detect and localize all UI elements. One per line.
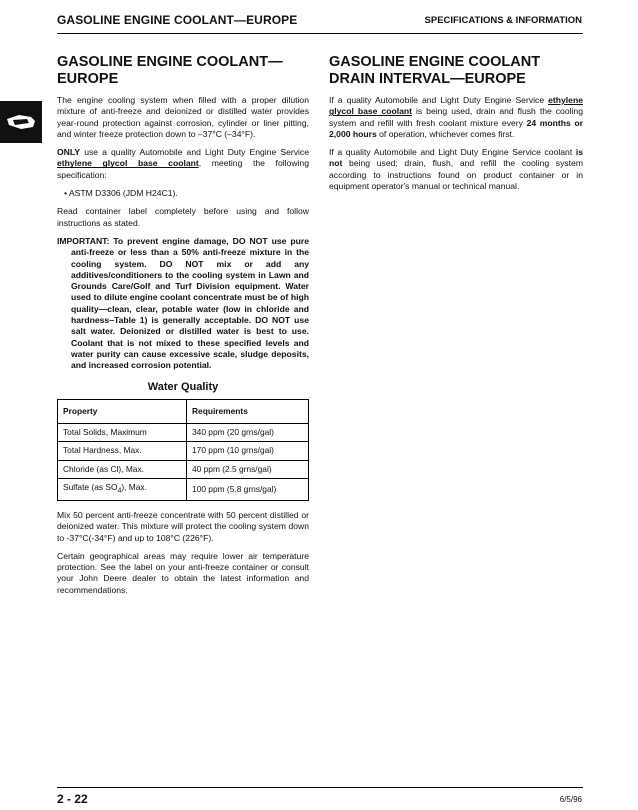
text-span: ), Max. [121, 482, 147, 493]
section-title-drain-interval: GASOLINE ENGINE COOLANT DRAIN INTERVAL—EUROPE [329, 54, 541, 87]
section-title-coolant: GASOLINE ENGINE COOLANT—EUROPE [57, 54, 283, 87]
right-column [329, 54, 583, 199]
text-span: , meeting the following specification: [57, 158, 309, 180]
table-row [58, 442, 309, 460]
table-cell: Total Hardness, Max. [58, 442, 187, 460]
paragraph-read-label: Read container label completely before using and follow instructions as stated. [57, 206, 309, 228]
column-header-property: Property [58, 399, 187, 423]
table-row [58, 479, 309, 501]
spec-bullet: • ASTM D3306 (JDM H24C1). [64, 188, 178, 199]
table-cell: 100 ppm (5.8 grns/gal) [187, 479, 309, 501]
text-span: If a quality Automobile and Light Duty Engine Service [329, 95, 549, 105]
table-cell: 170 ppm (10 grns/gal) [187, 442, 309, 460]
paragraph-mix: Mix 50 percent anti-freeze concentrate with 50 percent distilled or deionized water. This mixture will protect the cooling system down to -37°C(-34°F) and up to 108°C (226°F). [57, 509, 309, 543]
column-header-requirements: Requirements [187, 399, 309, 423]
section-tab-marker [0, 101, 42, 143]
header-rule [57, 33, 583, 34]
paragraph-geographical: Certain geographical areas may require lower air temperature protection. See the label on your anti-freeze container or consult your John Deere dealer to obtain the latest information and recommendations. [57, 550, 309, 595]
paragraph-only-use [57, 147, 309, 181]
table-header-row [58, 399, 309, 423]
table-cell: 340 ppm (20 grns/gal) [187, 424, 309, 442]
text-span: of operation, whichever comes first. [376, 128, 515, 139]
table-cell-sulfate [58, 479, 187, 501]
text-span: is being used, drain and flush the cooling system and refill with fresh coolant mixture every [329, 106, 583, 128]
emphasis-only: ONLY [57, 147, 81, 158]
revision-date: 6/5/96 [559, 795, 582, 804]
running-header-title: GASOLINE ENGINE COOLANT—EUROPE [57, 13, 298, 27]
important-notice: IMPORTANT: To prevent engine damage, DO NOT use pure anti-freeze or less than a 50% anti-freeze mixture in the cooling system. DO NOT mix or add any additives/conditioners to the cooling system in Lawn and Grounds Care/Golf and Turf Division equipment. Water used to dilute engine coolant concentrate must be of high quality—clean, clear, potable water (low in chloride and hardness–Table 1) is generally acceptable. DO NOT use salt water. Deionized or distilled water is best to use. Coolant that is not mixed to these specified levels and water purity can cause excessive scale, sludge deposits, and increased corrosion potential. [57, 235, 309, 371]
paragraph-not-quality [329, 147, 583, 192]
emphasis-interval: 24 months or 2,000 hours [329, 117, 583, 139]
table-cell: Total Solids, Maximum [58, 424, 187, 442]
paragraph-drain-interval [329, 95, 583, 140]
table-cell: Chloride (as Cl), Max. [58, 460, 187, 478]
emphasis-coolant-type: ethylene glycol base coolant [329, 95, 583, 117]
text-span: being used; drain, flush, and refill the cooling system according to instructions found on product container or in equipment operator's manual or technical manual. [329, 158, 583, 192]
subscript: 4 [117, 487, 122, 495]
page-number: 2 - 22 [57, 792, 88, 806]
engine-icon [5, 111, 37, 133]
running-header-section: SPECIFICATIONS & INFORMATION [424, 15, 582, 26]
footer-rule [57, 787, 583, 788]
text-span: use a quality Automobile and Light Duty Engine Service [80, 147, 309, 158]
emphasis-is-not: is not [329, 147, 583, 169]
table-cell: 40 ppm (2.5 grns/gal) [187, 460, 309, 478]
water-quality-title: Water Quality [147, 380, 219, 393]
table-row [58, 460, 309, 478]
emphasis-coolant-type: ethylene glycol base coolant [57, 158, 199, 169]
table-row [58, 424, 309, 442]
text-span: If a quality Automobile and Light Duty Engine Service coolant [329, 147, 576, 158]
paragraph-intro: The engine cooling system when filled with a proper dilution mixture of anti-freeze and deionized or distilled water provides year-round protection against corrosion, cylinder or liner pitting, and winter freeze protection down to –37°C (–34°F). [57, 95, 309, 139]
left-column [57, 54, 309, 603]
water-quality-table [57, 399, 309, 501]
text-span: Sulfate (as SO [63, 482, 118, 493]
